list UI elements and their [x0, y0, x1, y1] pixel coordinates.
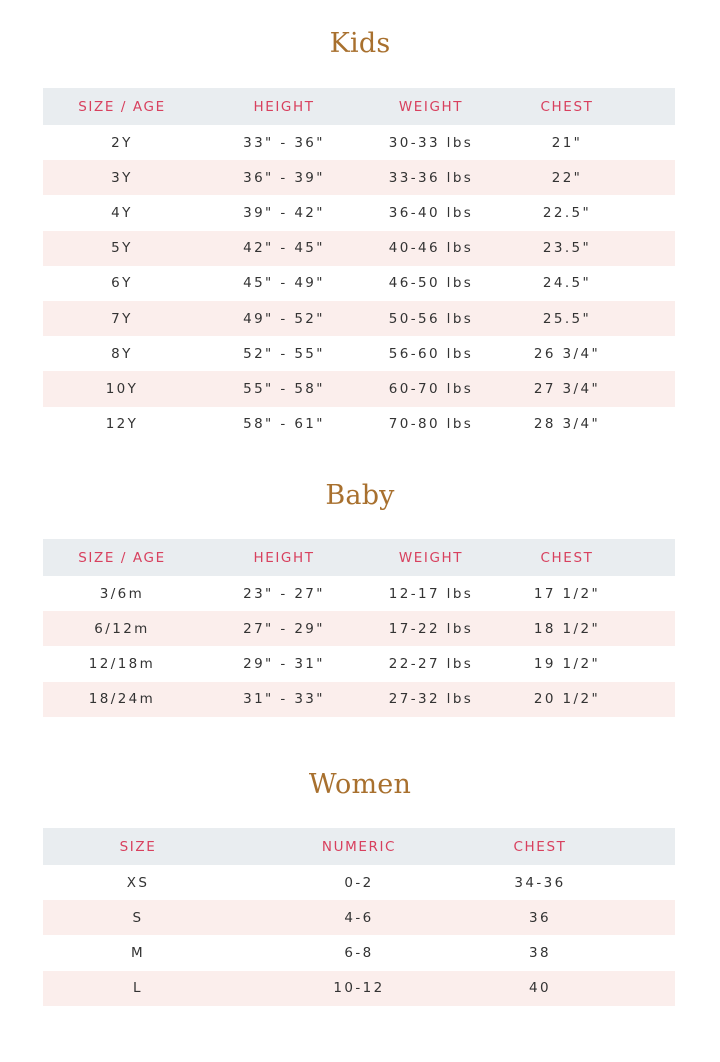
chest-cell: 34-36	[514, 874, 566, 891]
weight-cell: 30-33 lbs	[388, 134, 474, 151]
table-row	[43, 160, 675, 195]
kids-table-header	[43, 88, 675, 125]
size-cell: 3Y	[111, 169, 133, 186]
chest-cell: 17 1/2"	[533, 585, 601, 602]
size-cell: 18/24m	[88, 691, 156, 708]
women-header-size: SIZE	[119, 838, 157, 855]
table-row	[43, 195, 675, 230]
chest-cell: 19 1/2"	[533, 655, 601, 672]
women-header-numeric: NUMERIC	[321, 838, 397, 855]
height-cell: 36" - 39"	[243, 169, 325, 186]
size-cell: S	[132, 909, 144, 926]
height-cell: 45" - 49"	[243, 275, 325, 292]
size-cell: 6Y	[111, 275, 133, 292]
weight-cell: 36-40 lbs	[388, 204, 474, 221]
baby-size-table	[43, 539, 675, 717]
weight-cell: 70-80 lbs	[388, 416, 474, 433]
size-cell: 5Y	[111, 240, 133, 257]
table-row	[43, 865, 675, 900]
table-row	[43, 576, 675, 611]
women-table-header	[43, 828, 675, 865]
height-cell: 27" - 29"	[243, 620, 325, 637]
table-row	[43, 125, 675, 160]
baby-header-chest: CHEST	[540, 549, 594, 566]
height-cell: 31" - 33"	[243, 691, 325, 708]
weight-cell: 40-46 lbs	[388, 240, 474, 257]
women-size-table	[43, 828, 675, 1006]
size-cell: 12Y	[105, 416, 139, 433]
table-row	[43, 682, 675, 717]
size-cell: 4Y	[111, 204, 133, 221]
baby-title: Baby	[325, 480, 395, 511]
chest-cell: 24.5"	[542, 275, 592, 292]
numeric-cell: 0-2	[344, 874, 374, 891]
table-row	[43, 407, 675, 442]
weight-cell: 56-60 lbs	[388, 345, 474, 362]
height-cell: 49" - 52"	[243, 310, 325, 327]
table-row	[43, 935, 675, 970]
numeric-cell: 10-12	[333, 980, 385, 997]
chest-cell: 18 1/2"	[533, 620, 601, 637]
weight-cell: 60-70 lbs	[388, 380, 474, 397]
weight-cell: 46-50 lbs	[388, 275, 474, 292]
weight-cell: 50-56 lbs	[388, 310, 474, 327]
kids-header-chest: CHEST	[540, 98, 594, 115]
size-cell: 6/12m	[94, 620, 150, 637]
size-cell: 2Y	[111, 134, 133, 151]
women-title: Women	[308, 769, 412, 800]
size-cell: 3/6m	[99, 585, 145, 602]
baby-header-weight: WEIGHT	[398, 549, 464, 566]
women-header-chest: CHEST	[513, 838, 567, 855]
table-row	[43, 266, 675, 301]
height-cell: 29" - 31"	[243, 655, 325, 672]
numeric-cell: 4-6	[344, 909, 374, 926]
size-cell: L	[133, 980, 143, 997]
chest-cell: 26 3/4"	[533, 345, 601, 362]
table-row	[43, 301, 675, 336]
height-cell: 52" - 55"	[243, 345, 325, 362]
kids-title: Kids	[329, 28, 391, 59]
height-cell: 55" - 58"	[243, 380, 325, 397]
table-row	[43, 371, 675, 406]
chest-cell: 21"	[551, 134, 583, 151]
weight-cell: 22-27 lbs	[388, 655, 474, 672]
height-cell: 39" - 42"	[243, 204, 325, 221]
kids-size-table	[43, 88, 675, 442]
height-cell: 33" - 36"	[243, 134, 325, 151]
table-row	[43, 971, 675, 1006]
table-row	[43, 231, 675, 266]
size-cell: 10Y	[105, 380, 139, 397]
weight-cell: 17-22 lbs	[388, 620, 474, 637]
baby-header-height: HEIGHT	[253, 549, 315, 566]
chest-cell: 25.5"	[542, 310, 592, 327]
chest-cell: 28 3/4"	[533, 416, 601, 433]
numeric-cell: 6-8	[344, 944, 374, 961]
size-cell: 7Y	[111, 310, 133, 327]
chest-cell: 27 3/4"	[533, 380, 601, 397]
weight-cell: 27-32 lbs	[388, 691, 474, 708]
chest-cell: 36	[529, 909, 551, 926]
size-cell: XS	[126, 874, 150, 891]
table-row	[43, 900, 675, 935]
size-cell: 12/18m	[88, 655, 156, 672]
chest-cell: 40	[529, 980, 551, 997]
chest-cell: 23.5"	[542, 240, 592, 257]
baby-table-header	[43, 539, 675, 576]
kids-header-height: HEIGHT	[253, 98, 315, 115]
table-row	[43, 611, 675, 646]
baby-header-size-age: SIZE / AGE	[78, 549, 166, 566]
weight-cell: 12-17 lbs	[388, 585, 474, 602]
size-cell: M	[130, 944, 146, 961]
height-cell: 23" - 27"	[243, 585, 325, 602]
table-row	[43, 646, 675, 681]
kids-header-weight: WEIGHT	[398, 98, 464, 115]
chest-cell: 22"	[551, 169, 583, 186]
chest-cell: 20 1/2"	[533, 691, 601, 708]
chest-cell: 22.5"	[542, 204, 592, 221]
table-row	[43, 336, 675, 371]
height-cell: 42" - 45"	[243, 240, 325, 257]
chest-cell: 38	[529, 944, 551, 961]
weight-cell: 33-36 lbs	[388, 169, 474, 186]
size-cell: 8Y	[111, 345, 133, 362]
kids-header-size-age: SIZE / AGE	[78, 98, 166, 115]
height-cell: 58" - 61"	[243, 416, 325, 433]
